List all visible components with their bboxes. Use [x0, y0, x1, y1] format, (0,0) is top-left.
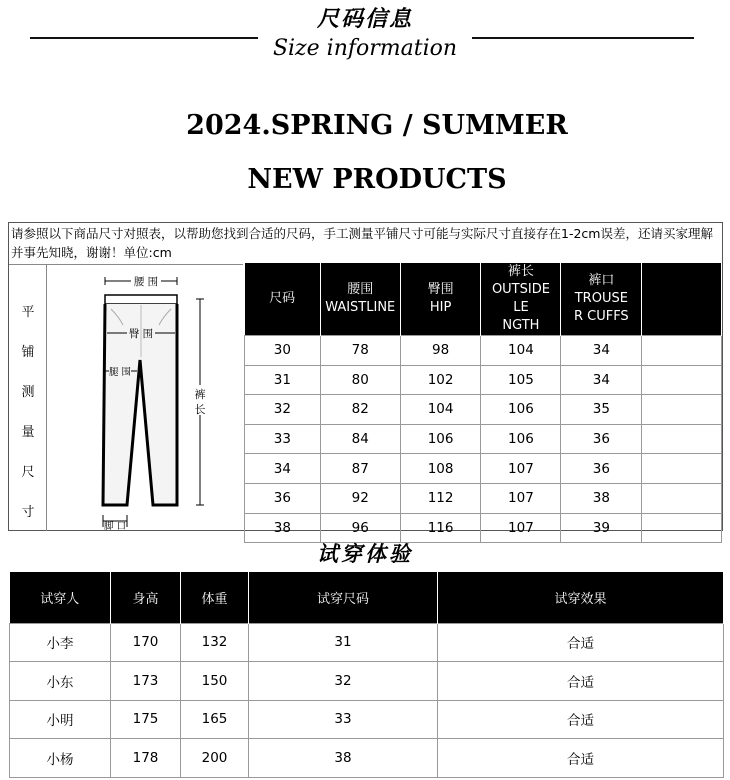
cell: 96 — [320, 513, 400, 543]
cell: 173 — [111, 662, 181, 701]
cell: 104 — [481, 336, 561, 366]
cuff-label: 脚 口 — [103, 521, 127, 532]
season-heading: 2024.SPRING / SUMMER — [186, 110, 568, 141]
header-weight: 体重 — [181, 572, 249, 623]
cell: 92 — [320, 483, 400, 513]
cell: 82 — [320, 395, 400, 425]
cell: 112 — [400, 483, 481, 513]
cell: 34 — [561, 365, 642, 395]
cell — [642, 395, 722, 425]
cell — [642, 424, 722, 454]
table-row — [245, 483, 722, 513]
cell: 32 — [245, 395, 321, 425]
cell: 107 — [481, 483, 561, 513]
cell: 106 — [481, 395, 561, 425]
header-height: 身高 — [111, 572, 181, 623]
section-subtitle: Size information — [272, 36, 458, 61]
header-trial-size: 试穿尺码 — [249, 572, 438, 623]
cell: 106 — [481, 424, 561, 454]
size-table-header — [245, 263, 722, 336]
cell — [642, 336, 722, 366]
cell: 80 — [320, 365, 400, 395]
cell: 33 — [245, 424, 321, 454]
cell: 175 — [111, 700, 181, 739]
table-row — [245, 424, 722, 454]
cell: 165 — [181, 700, 249, 739]
cell: 132 — [181, 623, 249, 662]
cell: 116 — [400, 513, 481, 543]
thigh-label: 腿 围 — [108, 367, 132, 378]
cell: 39 — [561, 513, 642, 543]
vertical-label — [9, 264, 47, 531]
cell: 200 — [181, 739, 249, 778]
hip-label: 臀 围 — [128, 328, 154, 340]
measurement-notice: 请参照以下商品尺寸对照表，以帮助您找到合适的尺码，手工测量平铺尺寸可能与实际尺寸直接存在1-2cm误差，还请买家理解并事先知晓，谢谢！单位:cm — [11, 226, 713, 260]
cell: 87 — [320, 454, 400, 484]
table-row — [10, 623, 724, 662]
cell: 合适 — [438, 662, 724, 701]
cell: 小李 — [10, 623, 111, 662]
cell: 78 — [320, 336, 400, 366]
vertical-char: 平 — [21, 305, 35, 320]
cell: 150 — [181, 662, 249, 701]
cell: 31 — [245, 365, 321, 395]
cell: 小明 — [10, 700, 111, 739]
cell: 104 — [400, 395, 481, 425]
cell: 178 — [111, 739, 181, 778]
cell: 合适 — [438, 739, 724, 778]
header-length: 裤长 OUTSIDE LE NGTH — [481, 263, 561, 336]
table-row — [10, 700, 724, 739]
cell: 36 — [245, 483, 321, 513]
cell: 32 — [249, 662, 438, 701]
cell: 38 — [249, 739, 438, 778]
cell: 105 — [481, 365, 561, 395]
cell: 38 — [561, 483, 642, 513]
cell: 107 — [481, 513, 561, 543]
size-chart-panel — [8, 222, 723, 536]
cell: 34 — [561, 336, 642, 366]
vertical-char: 尺 — [21, 465, 35, 480]
cell: 31 — [249, 623, 438, 662]
header-size: 尺码 — [245, 263, 321, 336]
cell: 106 — [400, 424, 481, 454]
table-row — [245, 365, 722, 395]
length-label-1: 裤 — [194, 388, 206, 401]
table-row — [245, 336, 722, 366]
size-table — [244, 263, 722, 543]
cell: 35 — [561, 395, 642, 425]
cell — [642, 365, 722, 395]
header-empty — [642, 263, 722, 336]
cell: 107 — [481, 454, 561, 484]
cell: 102 — [400, 365, 481, 395]
vertical-char: 铺 — [21, 345, 35, 360]
cell: 38 — [245, 513, 321, 543]
cell: 84 — [320, 424, 400, 454]
cell: 合适 — [438, 623, 724, 662]
table-row — [10, 739, 724, 778]
header-wearer: 试穿人 — [10, 572, 111, 623]
vertical-char: 量 — [21, 425, 35, 440]
table-row — [10, 662, 724, 701]
trial-title: 试穿体验 — [317, 542, 413, 566]
cell: 合适 — [438, 700, 724, 739]
pants-diagram — [47, 264, 243, 531]
header-hip: 臀围 HIP — [400, 263, 481, 336]
cell: 36 — [561, 424, 642, 454]
cell — [642, 483, 722, 513]
cell: 170 — [111, 623, 181, 662]
products-heading: NEW PRODUCTS — [247, 164, 507, 195]
cell: 小杨 — [10, 739, 111, 778]
table-row — [245, 454, 722, 484]
trial-table — [9, 572, 724, 778]
pants-illustration — [47, 265, 243, 532]
cell: 小东 — [10, 662, 111, 701]
cell: 98 — [400, 336, 481, 366]
cell: 36 — [561, 454, 642, 484]
cell — [642, 454, 722, 484]
table-row — [245, 395, 722, 425]
cell: 34 — [245, 454, 321, 484]
cell: 33 — [249, 700, 438, 739]
header-waist: 腰围 WAISTLINE — [320, 263, 400, 336]
section-title: 尺码信息 — [316, 7, 413, 32]
cell: 30 — [245, 336, 321, 366]
vertical-char: 测 — [21, 385, 35, 400]
length-label-2: 长 — [194, 403, 206, 416]
vertical-char: 寸 — [21, 505, 35, 520]
waist-label: 腰 围 — [133, 276, 159, 288]
header-fit: 试穿效果 — [438, 572, 724, 623]
header-cuff: 裤口TROUSE R CUFFS — [561, 263, 642, 336]
cell: 108 — [400, 454, 481, 484]
trial-table-header — [10, 572, 724, 623]
